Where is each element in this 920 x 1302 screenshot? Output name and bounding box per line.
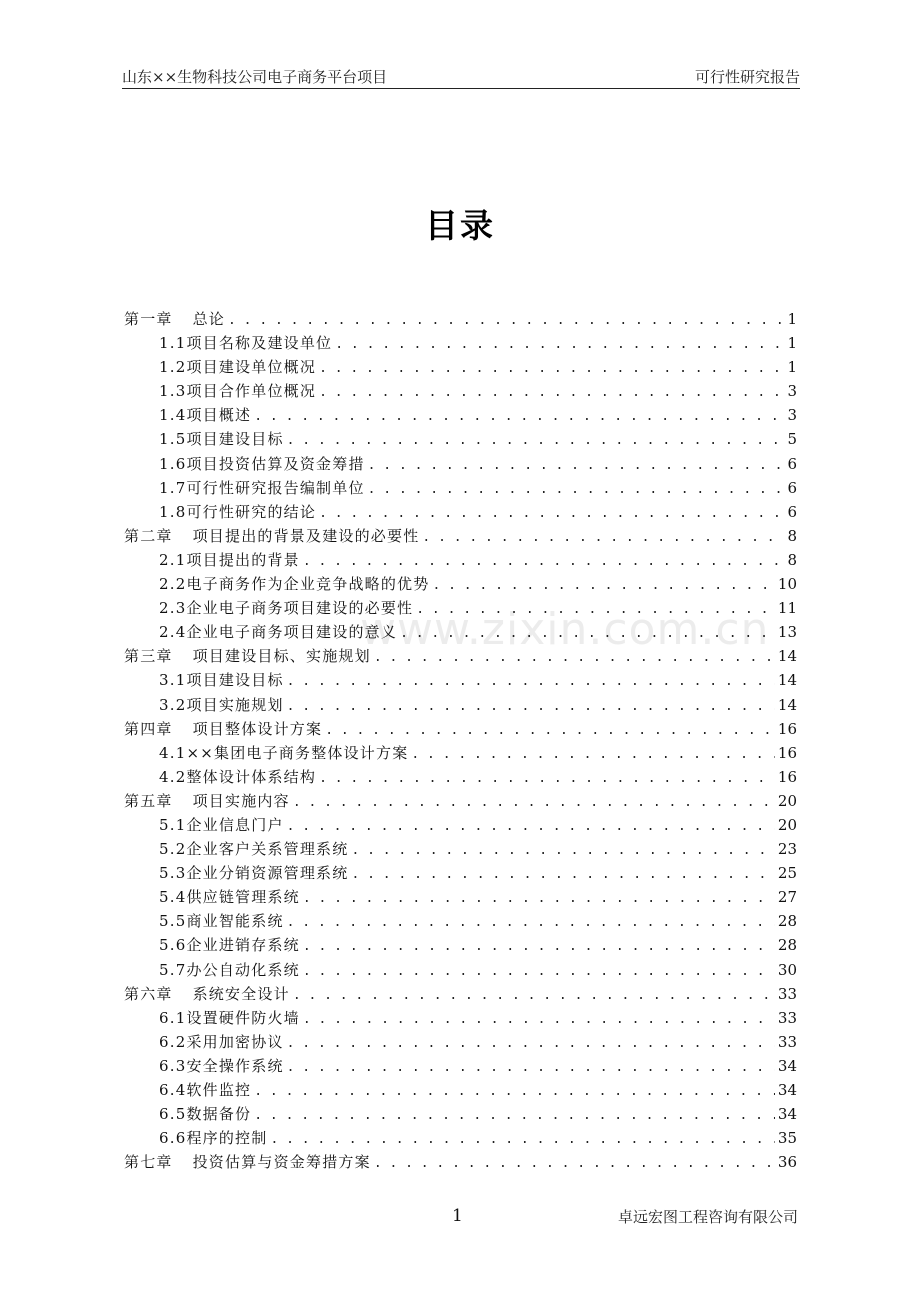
toc-entry-label: 2.4企业电子商务项目建设的意义 — [159, 623, 398, 642]
toc-page-number: 8 — [787, 550, 797, 569]
toc-section-entry[interactable] — [124, 331, 797, 355]
toc-entry-label: 1.6项目投资估算及资金筹措 — [159, 454, 365, 473]
toc-entry-label: 6.6程序的控制 — [159, 1129, 268, 1148]
toc-page-number: 14 — [777, 671, 797, 690]
toc-dot-leader — [416, 598, 775, 622]
toc-entry-label: 2.1项目提出的背景 — [159, 550, 300, 569]
toc-dot-leader — [374, 646, 775, 670]
toc-section-entry[interactable] — [124, 668, 797, 692]
toc-entry-label: 5.4供应链管理系统 — [159, 888, 300, 907]
toc-dot-leader — [319, 381, 784, 405]
toc-page-number: 20 — [777, 815, 797, 834]
toc-entry-label: 投资估算与资金筹措方案 — [192, 1153, 371, 1172]
toc-entry-label: 项目实施内容 — [192, 791, 290, 810]
toc-chapter-number: 第五章 — [124, 791, 173, 810]
toc-entry-label: 5.1企业信息门户 — [159, 815, 284, 834]
toc-chapter-entry[interactable] — [124, 524, 797, 548]
toc-chapter-entry[interactable] — [124, 717, 797, 741]
toc-page-number: 14 — [777, 647, 797, 666]
toc-section-entry[interactable] — [124, 958, 797, 982]
toc-entry-label: 2.2电子商务作为企业竞争战略的优势 — [159, 575, 430, 594]
toc-entry-label: 1.5项目建设目标 — [159, 430, 284, 449]
toc-page-number: 34 — [777, 1081, 797, 1099]
toc-page-number: 33 — [777, 984, 797, 1003]
toc-dot-leader — [400, 622, 775, 646]
toc-entry-label: 4.1××集团电子商务整体设计方案 — [159, 743, 409, 762]
header-project-title: 山东××生物科技公司电子商务平台项目 — [122, 68, 388, 86]
toc-page-number: 33 — [777, 1032, 797, 1051]
toc-page-number: 1 — [787, 358, 797, 377]
toc-chapter-number: 第六章 — [124, 984, 173, 1003]
toc-page-number: 6 — [787, 454, 797, 473]
toc-dot-leader — [254, 1104, 775, 1128]
toc-section-entry[interactable] — [124, 693, 797, 717]
toc-entry-label: 6.1设置硬件防火墙 — [159, 1008, 300, 1027]
toc-dot-leader — [351, 863, 774, 887]
toc-page-number: 14 — [777, 695, 797, 714]
toc-page-number: 10 — [777, 575, 797, 594]
toc-dot-leader — [351, 839, 774, 863]
toc-entry-label: 5.3企业分销资源管理系统 — [159, 864, 349, 883]
toc-section-entry[interactable] — [124, 596, 797, 620]
toc-page-number: 28 — [777, 936, 797, 955]
toc-page-number: 34 — [777, 1105, 797, 1124]
toc-section-entry[interactable] — [124, 861, 797, 885]
toc-section-entry[interactable] — [124, 1126, 797, 1150]
toc-page-number: 6 — [787, 478, 797, 497]
toc-dot-leader — [293, 984, 775, 1008]
toc-dot-leader — [287, 695, 775, 719]
toc-dot-leader — [432, 574, 774, 598]
toc-dot-leader — [287, 670, 775, 694]
footer-organization: 卓远宏图工程咨询有限公司 — [617, 1208, 798, 1226]
toc-section-entry[interactable] — [124, 500, 797, 524]
toc-dot-leader — [303, 887, 775, 911]
toc-section-entry[interactable] — [124, 933, 797, 957]
toc-entry-label: 6.5数据备份 — [159, 1105, 252, 1124]
toc-entry-label: 1.8可行性研究的结论 — [159, 502, 317, 521]
toc-entry-label: 项目提出的背景及建设的必要性 — [192, 526, 420, 545]
toc-chapter-number: 第一章 — [124, 310, 173, 328]
toc-section-entry[interactable] — [124, 741, 797, 765]
toc-chapter-entry[interactable] — [124, 307, 797, 331]
toc-entry-label: 3.1项目建设目标 — [159, 671, 284, 690]
toc-dot-leader — [293, 791, 775, 815]
toc-chapter-number: 第二章 — [124, 526, 173, 545]
toc-page-number: 8 — [787, 526, 797, 545]
toc-page-number: 16 — [777, 743, 797, 762]
toc-dot-leader — [254, 1080, 775, 1104]
toc-page-number: 30 — [777, 960, 797, 979]
toc-page-number: 11 — [777, 599, 797, 618]
toc-section-entry[interactable] — [124, 379, 797, 403]
toc-section-entry[interactable] — [124, 427, 797, 451]
toc-chapter-entry[interactable] — [124, 982, 797, 1006]
toc-section-entry[interactable] — [124, 1030, 797, 1054]
toc-section-entry[interactable] — [124, 355, 797, 379]
toc-page-number: 35 — [777, 1129, 797, 1148]
toc-entry-label: 1.7可行性研究报告编制单位 — [159, 478, 365, 497]
toc-dot-leader — [411, 743, 775, 767]
toc-section-entry[interactable] — [124, 885, 797, 909]
toc-page-number: 16 — [777, 767, 797, 786]
toc-dot-leader — [325, 719, 775, 743]
toc-entry-label: 项目建设目标、实施规划 — [192, 647, 371, 666]
toc-dot-leader — [303, 935, 775, 959]
toc-entry-label: 2.3企业电子商务项目建设的必要性 — [159, 599, 414, 618]
toc-page-number: 20 — [777, 791, 797, 810]
toc-dot-leader — [368, 478, 785, 502]
toc-dot-leader — [287, 1056, 775, 1080]
toc-dot-leader — [319, 357, 784, 381]
running-header — [122, 64, 800, 89]
toc-page-number: 5 — [787, 430, 797, 449]
toc-entry-label: 3.2项目实施规划 — [159, 695, 284, 714]
toc-dot-leader — [303, 550, 785, 574]
toc-entry-label: 1.1项目名称及建设单位 — [159, 334, 333, 353]
toc-dot-leader — [422, 526, 784, 550]
toc-dot-leader — [270, 1128, 774, 1152]
toc-page-number: 1 — [787, 334, 797, 353]
toc-section-entry[interactable] — [124, 1006, 797, 1030]
toc-page-number: 1 — [787, 310, 797, 328]
toc-section-entry[interactable] — [124, 620, 797, 644]
page-title: 目录 — [425, 206, 495, 245]
toc-chapter-number: 第四章 — [124, 719, 173, 738]
toc-dot-leader — [319, 767, 775, 791]
toc-section-entry[interactable] — [124, 909, 797, 933]
toc-section-entry[interactable] — [124, 813, 797, 837]
table-of-contents — [124, 307, 797, 1174]
toc-dot-leader — [335, 333, 784, 357]
toc-entry-label: 6.2采用加密协议 — [159, 1032, 284, 1051]
toc-entry-label: 6.4软件监控 — [159, 1081, 252, 1099]
toc-chapter-entry[interactable] — [124, 789, 797, 813]
toc-page-number: 3 — [787, 382, 797, 401]
toc-section-entry[interactable] — [124, 1054, 797, 1078]
toc-entry-label: 1.2项目建设单位概况 — [159, 358, 317, 377]
toc-dot-leader — [303, 1008, 775, 1032]
toc-dot-leader — [319, 502, 784, 526]
toc-dot-leader — [287, 815, 775, 839]
toc-section-entry[interactable] — [124, 837, 797, 861]
toc-chapter-entry[interactable] — [124, 1150, 797, 1174]
toc-dot-leader — [287, 429, 785, 453]
toc-entry-label: 5.6企业进销存系统 — [159, 936, 300, 955]
toc-page-number: 25 — [777, 864, 797, 883]
toc-page-number: 34 — [777, 1056, 797, 1075]
toc-chapter-entry[interactable] — [124, 644, 797, 668]
toc-entry-label: 5.5商业智能系统 — [159, 912, 284, 931]
toc-page-number: 28 — [777, 912, 797, 931]
toc-section-entry[interactable] — [124, 572, 797, 596]
toc-dot-leader — [368, 454, 785, 478]
toc-section-entry[interactable] — [124, 548, 797, 572]
toc-section-entry[interactable] — [124, 1102, 797, 1126]
toc-dot-leader — [287, 911, 775, 935]
toc-section-entry[interactable] — [124, 403, 797, 427]
toc-chapter-number: 第三章 — [124, 647, 173, 666]
toc-entry-label: 系统安全设计 — [192, 984, 290, 1003]
toc-page-number: 13 — [777, 623, 797, 642]
header-document-type: 可行性研究报告 — [694, 68, 800, 86]
toc-section-entry[interactable] — [124, 1078, 797, 1102]
toc-entry-label: 项目整体设计方案 — [192, 719, 323, 738]
watermark: www.zixin.com.cn — [360, 604, 770, 655]
toc-section-entry[interactable] — [124, 452, 797, 476]
toc-section-entry[interactable] — [124, 476, 797, 500]
toc-entry-label: 5.2企业客户关系管理系统 — [159, 840, 349, 859]
toc-chapter-number: 第七章 — [124, 1153, 173, 1172]
toc-page-number: 33 — [777, 1008, 797, 1027]
toc-page-number: 3 — [787, 406, 797, 425]
toc-dot-leader — [303, 960, 775, 984]
toc-entry-label: 总论 — [192, 310, 226, 328]
toc-page-number: 27 — [777, 888, 797, 907]
toc-page-number: 36 — [777, 1153, 797, 1172]
toc-entry-label: 4.2整体设计体系结构 — [159, 767, 317, 786]
toc-page-number: 6 — [787, 502, 797, 521]
toc-page-number: 23 — [777, 840, 797, 859]
toc-entry-label: 1.4项目概述 — [159, 406, 252, 425]
page-number: 1 — [452, 1206, 463, 1226]
toc-dot-leader — [228, 309, 784, 333]
toc-dot-leader — [254, 405, 784, 429]
toc-dot-leader — [374, 1152, 775, 1176]
toc-entry-label: 1.3项目合作单位概况 — [159, 382, 317, 401]
toc-entry-label: 6.3安全操作系统 — [159, 1056, 284, 1075]
toc-dot-leader — [287, 1032, 775, 1056]
toc-page-number: 16 — [777, 719, 797, 738]
toc-entry-label: 5.7办公自动化系统 — [159, 960, 300, 979]
toc-section-entry[interactable] — [124, 765, 797, 789]
